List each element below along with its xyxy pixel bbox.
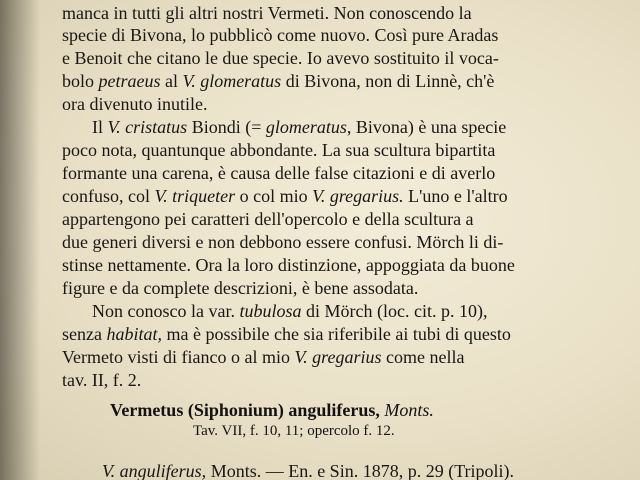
species-title — [110, 400, 434, 421]
text-line: figure e da complete descrizioni, è bene assodata. — [62, 278, 419, 298]
text-span: o col mio — [235, 186, 313, 206]
text-line: ora divenuto inutile. — [62, 94, 208, 114]
text-line — [62, 323, 511, 345]
synonym-name: V. anguliferus, — [102, 461, 207, 480]
text-span: come nella — [381, 347, 465, 367]
text-span: ma è possibile che sia riferibile ai tubi di questo — [162, 324, 511, 344]
text-line: stinse nettamente. Ora la loro distinzione, appoggiata da buone — [62, 255, 515, 275]
text-line: tav. II, f. 2. — [62, 370, 142, 390]
text-line — [92, 116, 506, 138]
text-span-italic: V. glomeratus — [182, 71, 282, 91]
synonymy-line — [102, 460, 514, 480]
text-span: Non conosco la var. — [92, 301, 240, 321]
text-span: Il — [92, 117, 108, 137]
text-line: manca in tutti gli altri nostri Vermeti. Non conoscendo la — [62, 3, 472, 23]
text-span-italic: V. triqueter — [154, 186, 236, 206]
text-span: L'uno e l'altro — [403, 186, 508, 206]
text-line — [62, 185, 508, 207]
text-line: appartengono pei caratteri dell'opercolo e della scultura a — [62, 209, 474, 229]
text-span: confuso, col — [62, 186, 155, 206]
text-span: di Bivona, non di Linnè, ch'è — [281, 71, 495, 91]
text-line: poco nota, quantunque abbondante. La sua scultura bipartita — [62, 140, 496, 160]
text-span-italic: glomeratus — [265, 117, 347, 137]
page-shadow — [0, 0, 40, 480]
text-line: formante una carena, è causa delle false citazioni e di averlo — [62, 163, 496, 183]
text-span: al — [160, 71, 183, 91]
text-line: due generi diversi e non debbono essere confusi. Mörch li di- — [62, 232, 504, 252]
text-span: , Bivona) è una specie — [346, 117, 507, 137]
text-span-italic: V. gregarius. — [312, 186, 404, 206]
text-span-italic: tubulosa — [239, 301, 302, 321]
species-author: Monts. — [379, 400, 434, 420]
text-line: specie di Bivona, lo pubblicò come nuovo. Così pure Aradas — [62, 25, 499, 45]
text-span: Biondi (= — [187, 117, 266, 137]
text-span-italic: V. cristatus — [107, 117, 188, 137]
text-span: di Mörch (loc. cit. p. 10), — [301, 301, 488, 321]
text-line — [62, 346, 464, 368]
text-span-italic: petraeus — [98, 71, 161, 91]
text-span-italic: habitat, — [106, 324, 162, 344]
text-span: bolo — [62, 71, 99, 91]
text-line — [62, 70, 494, 92]
plate-reference: Tav. VII, f. 10, 11; opercolo f. 12. — [193, 423, 395, 439]
species-name: Vermetus (Siphonium) anguliferus, — [110, 400, 380, 420]
text-line: e Benoit che citano le due specie. Io avevo sostituito il voca- — [62, 48, 499, 68]
text-span: senza — [62, 324, 107, 344]
text-line — [92, 300, 487, 322]
text-span: Vermeto visti di fianco o al mio — [62, 347, 295, 367]
text-span-italic: V. gregarius — [294, 347, 382, 367]
synonym-reference: Monts. — En. e Sin. 1878, p. 29 (Tripoli). — [206, 461, 515, 480]
